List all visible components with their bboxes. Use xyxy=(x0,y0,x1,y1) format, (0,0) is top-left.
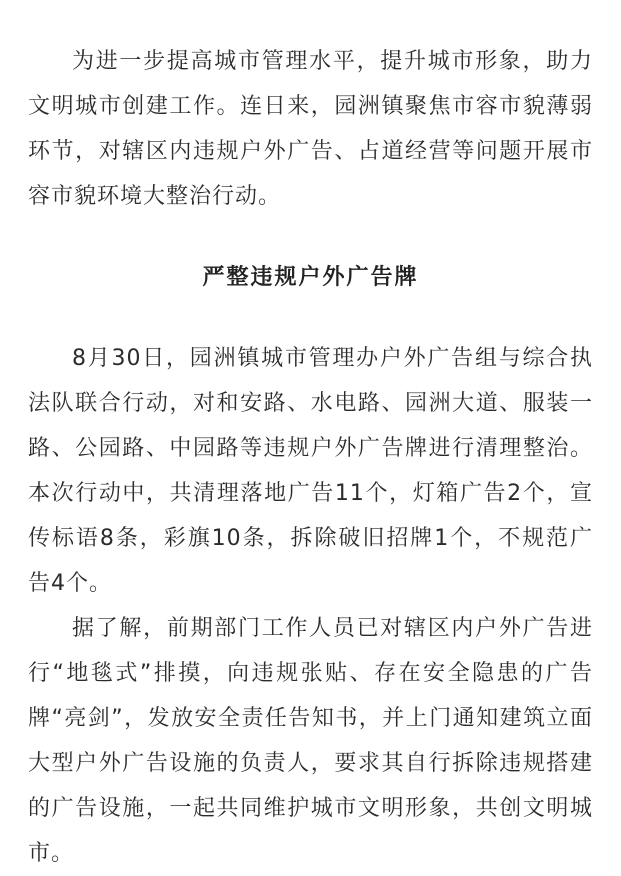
body-paragraph-1: 8月30日，园洲镇城市管理办户外广告组与综合执法队联合行动，对和安路、水电路、园洲大道、服装一路、公园路、中园路等违规户外广告牌进行清理整治。本次行动中，共清理落地广告11个，灯箱广告2个，宣传标语8条，彩旗10条，拆除破旧招牌1个，不规范广告4个。 xyxy=(28,346,593,596)
body-paragraph-2: 据了解，前期部门工作人员已对辖区内户外广告进行“地毯式”排摸，向违规张贴、存在安全隐患的广告牌“亮剑”，发放安全责任告知书，并上门通知建筑立面大型户外广告设施的负责人，要求其自行拆除违规搭建的广告设施，一起共同维护城市文明形象，共创文明城市。 xyxy=(28,616,593,866)
section-heading: 严整违规户外广告牌 xyxy=(202,265,419,290)
intro-paragraph: 为进一步提高城市管理水平，提升城市形象，助力文明城市创建工作。连日来，园洲镇聚焦市容市貌薄弱环节，对辖区内违规户外广告、占道经营等问题开展市容市貌环境大整治行动。 xyxy=(28,49,593,209)
